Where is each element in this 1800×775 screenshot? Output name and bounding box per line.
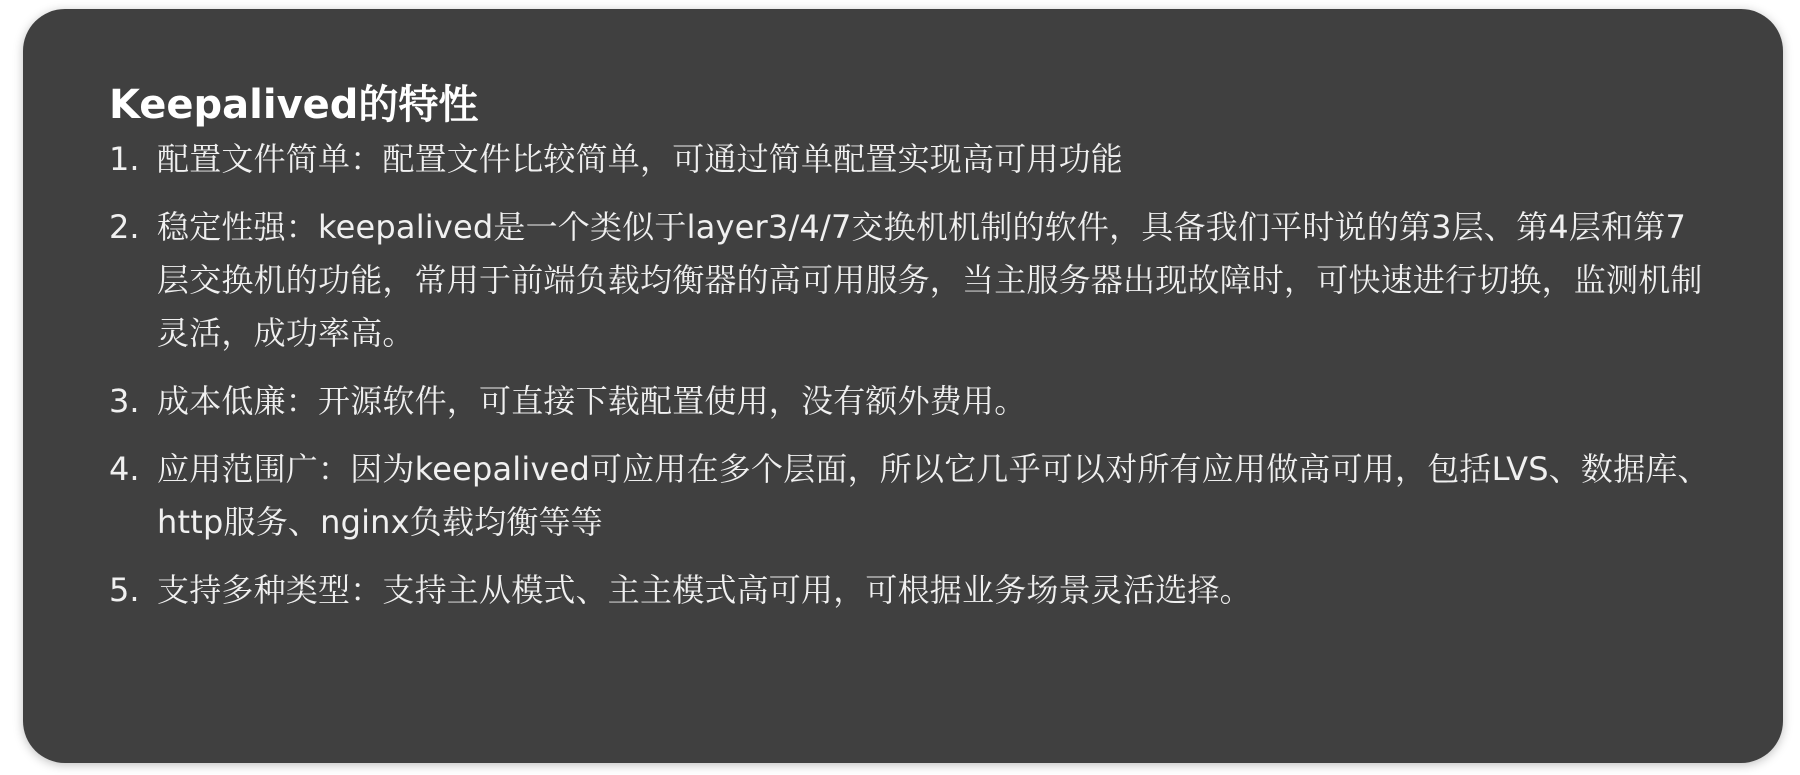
content-card: [23, 9, 1783, 763]
section-title: Keepalived的特性: [109, 82, 479, 128]
list-item-number: 1.: [109, 140, 140, 178]
list-item-text: 支持多种类型：支持主从模式、主主模式高可用，可根据业务场景灵活选择。: [157, 571, 1252, 609]
list-item-text: 应用范围广：因为keepalived可应用在多个层面，所以它几乎可以对所有应用做高可用，包括LVS、数据库、http服务、nginx负载均衡等等: [157, 450, 1710, 541]
feature-list: [109, 133, 1713, 617]
list-item-text: 成本低廉：开源软件，可直接下载配置使用，没有额外费用。: [157, 382, 1027, 420]
list-item: [109, 375, 1713, 428]
list-item-number: 3.: [109, 382, 140, 420]
list-item: [109, 564, 1713, 617]
list-item-number: 4.: [109, 450, 140, 488]
list-item-number: 5.: [109, 571, 140, 609]
list-item-text: 稳定性强：keepalived是一个类似于layer3/4/7交换机机制的软件，具备我们平时说的第3层、第4层和第7层交换机的功能，常用于前端负载均衡器的高可用服务，当主服务器出现故障时，可快速进行切换，监测机制灵活，成功率高。: [157, 208, 1703, 352]
list-item: [109, 443, 1713, 549]
list-item: [109, 201, 1713, 360]
list-item-number: 2.: [109, 208, 140, 246]
list-item-text: 配置文件简单：配置文件比较简单，可通过简单配置实现高可用功能: [157, 140, 1124, 178]
list-item: [109, 133, 1713, 186]
